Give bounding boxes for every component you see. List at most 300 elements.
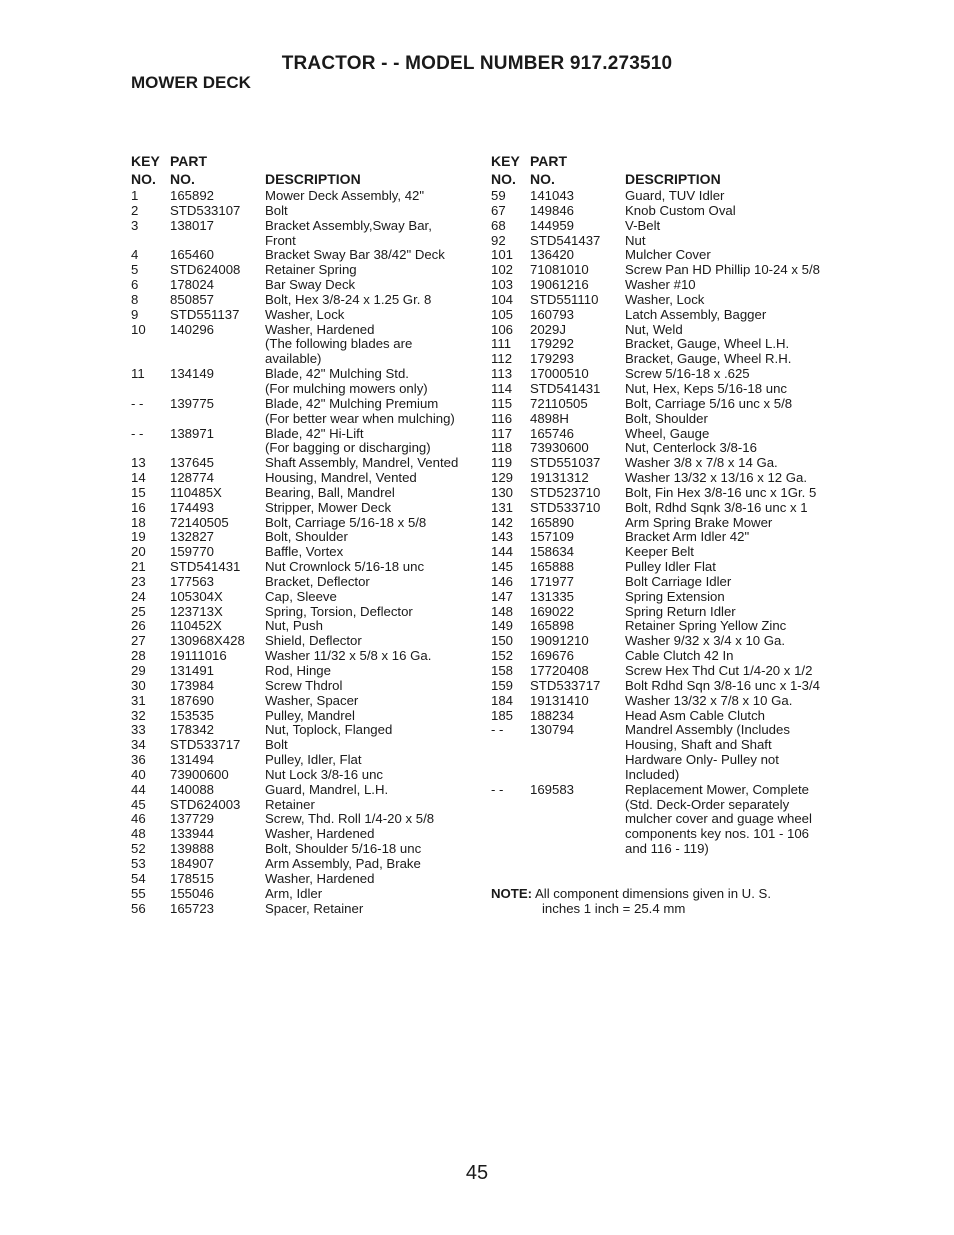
table-row bbox=[491, 234, 851, 249]
table-row bbox=[131, 308, 481, 323]
key-no: 117 bbox=[491, 425, 513, 441]
key-no: 20 bbox=[131, 544, 146, 560]
part-no: 165723 bbox=[170, 900, 215, 916]
part-no: STD551037 bbox=[530, 455, 601, 471]
part-no: 138017 bbox=[170, 217, 215, 233]
table-row bbox=[131, 798, 481, 813]
table-row bbox=[131, 382, 481, 397]
table-row bbox=[491, 486, 851, 501]
part-no: 2029J bbox=[530, 321, 566, 337]
table-row bbox=[131, 263, 481, 278]
description-header: DESCRIPTION bbox=[265, 171, 361, 187]
key-no: 44 bbox=[131, 781, 146, 797]
description: Mandrel Assembly (Includes bbox=[625, 722, 790, 738]
description: Bolt, Shoulder bbox=[265, 529, 348, 545]
key-no: 46 bbox=[131, 811, 146, 827]
part-no: 141043 bbox=[530, 188, 575, 203]
table-row bbox=[131, 501, 481, 516]
key-no: 53 bbox=[131, 855, 146, 871]
part-no: 187690 bbox=[170, 692, 215, 708]
key-no: 31 bbox=[131, 692, 146, 708]
table-row bbox=[491, 545, 851, 560]
part-no: 133944 bbox=[170, 826, 215, 842]
table-row bbox=[491, 560, 851, 575]
part-no: STD541431 bbox=[530, 380, 601, 396]
description: Bolt, Fin Hex 3/8-16 unc x 1Gr. 5 bbox=[625, 484, 817, 500]
part-no: 137729 bbox=[170, 811, 215, 827]
key-no: 5 bbox=[131, 262, 139, 278]
part-no: 155046 bbox=[170, 885, 215, 901]
key-no: 105 bbox=[491, 306, 514, 322]
key-no: 40 bbox=[131, 766, 146, 782]
description: Cable Clutch 42 In bbox=[625, 648, 734, 664]
description: Washer 13/32 x 7/8 x 10 Ga. bbox=[625, 692, 793, 708]
description: Nut, Toplock, Flanged bbox=[265, 722, 393, 738]
key-no: 158 bbox=[491, 663, 514, 678]
parts-rows bbox=[131, 189, 481, 916]
page-title: TRACTOR - - MODEL NUMBER 917.273510 bbox=[281, 53, 673, 74]
description: Included) bbox=[625, 766, 680, 782]
part-no: 165746 bbox=[530, 425, 575, 441]
table-row bbox=[131, 189, 481, 204]
part-no: 177563 bbox=[170, 573, 215, 589]
key-no: 25 bbox=[131, 603, 146, 619]
part-no: STD551110 bbox=[530, 291, 599, 307]
table-row bbox=[491, 783, 851, 798]
table-row bbox=[131, 545, 481, 560]
key-no: 159 bbox=[491, 677, 514, 693]
key-no: 103 bbox=[491, 277, 514, 293]
key-no: 149 bbox=[491, 618, 514, 634]
description: components key nos. 101 - 106 bbox=[625, 826, 810, 842]
description: Screw Thdrol bbox=[265, 677, 343, 693]
key-no: 130 bbox=[491, 484, 514, 500]
description: Shield, Deflector bbox=[265, 633, 362, 649]
description: Washer, Hardened bbox=[265, 870, 375, 886]
table-row bbox=[491, 441, 851, 456]
part-no: 165890 bbox=[530, 514, 575, 530]
part-no: 73930600 bbox=[530, 440, 589, 456]
table-row bbox=[491, 248, 851, 263]
description: Bolt Carriage Idler bbox=[625, 573, 732, 589]
table-row bbox=[131, 887, 481, 902]
table-row bbox=[491, 367, 851, 382]
part-no: 165892 bbox=[170, 188, 215, 203]
table-row bbox=[131, 649, 481, 664]
key-no: 14 bbox=[131, 470, 146, 486]
key-no: 45 bbox=[131, 796, 146, 812]
key-no: 13 bbox=[131, 455, 146, 471]
table-row bbox=[131, 768, 481, 783]
description: Spring, Torsion, Deflector bbox=[265, 603, 413, 619]
key-no: 152 bbox=[491, 648, 514, 664]
description: (The following blades are bbox=[265, 336, 413, 352]
note-line-2: inches 1 inch = 25.4 mm bbox=[542, 901, 686, 916]
key-no: 30 bbox=[131, 677, 146, 693]
part-no: 110485X bbox=[170, 484, 222, 500]
table-row bbox=[131, 441, 481, 456]
table-row bbox=[131, 516, 481, 531]
part-no: 179292 bbox=[530, 336, 575, 352]
key-no: 118 bbox=[491, 440, 513, 456]
table-row bbox=[131, 248, 481, 263]
description: Washer 9/32 x 3/4 x 10 Ga. bbox=[625, 633, 786, 649]
table-row bbox=[491, 709, 851, 724]
part-no: 123713X bbox=[170, 603, 223, 619]
part-no: 130794 bbox=[530, 722, 575, 738]
key-no: 21 bbox=[131, 559, 146, 575]
key-no: 114 bbox=[491, 380, 513, 396]
part-no: 131335 bbox=[530, 588, 575, 604]
table-row bbox=[491, 768, 851, 783]
key-no: 129 bbox=[491, 470, 514, 486]
table-row bbox=[491, 308, 851, 323]
part-no: 73900600 bbox=[170, 766, 229, 782]
description: Arm, Idler bbox=[265, 885, 323, 901]
description: Mulcher Cover bbox=[625, 247, 711, 263]
description: Washer 11/32 x 5/8 x 16 Ga. bbox=[265, 648, 432, 664]
part-no: 19091210 bbox=[530, 633, 589, 649]
table-row bbox=[131, 723, 481, 738]
description: Bracket, Gauge, Wheel L.H. bbox=[625, 336, 790, 352]
table-row bbox=[131, 872, 481, 887]
table-row bbox=[491, 679, 851, 694]
table-row bbox=[491, 397, 851, 412]
table-row bbox=[491, 456, 851, 471]
description: Head Asm Cable Clutch bbox=[625, 707, 766, 723]
table-row bbox=[491, 694, 851, 709]
key-no: 19 bbox=[131, 529, 146, 545]
table-row bbox=[131, 352, 481, 367]
key-no: 104 bbox=[491, 291, 514, 307]
part-no: 130968X428 bbox=[170, 633, 245, 649]
key-no: 8 bbox=[131, 291, 139, 307]
description: Front bbox=[265, 232, 296, 248]
description: Bolt bbox=[265, 202, 288, 218]
table-row bbox=[491, 323, 851, 338]
key-no: 148 bbox=[491, 603, 514, 619]
part-no: 17720408 bbox=[530, 663, 589, 678]
part-no: 19131312 bbox=[530, 470, 589, 486]
table-row bbox=[491, 753, 851, 768]
table-row bbox=[131, 738, 481, 753]
description: Bracket Assembly,Sway Bar, bbox=[265, 217, 432, 233]
key-no: 2 bbox=[131, 202, 139, 218]
key-no: 142 bbox=[491, 514, 514, 530]
description: Washer, Hardened bbox=[265, 321, 375, 337]
part-no: 173984 bbox=[170, 677, 215, 693]
part-no: 131491 bbox=[170, 663, 215, 678]
key-no-header: NO. bbox=[131, 171, 156, 187]
table-row bbox=[491, 337, 851, 352]
key-no: 68 bbox=[491, 217, 506, 233]
description: Screw Hex Thd Cut 1/4-20 x 1/2 bbox=[625, 663, 813, 678]
part-no: STD523710 bbox=[530, 484, 601, 500]
table-row bbox=[131, 619, 481, 634]
description: Screw Pan HD Phillip 10-24 x 5/8 bbox=[625, 262, 820, 278]
parts-list-left bbox=[131, 153, 481, 916]
key-no: 27 bbox=[131, 633, 146, 649]
key-no: 4 bbox=[131, 247, 139, 263]
key-no: 116 bbox=[491, 410, 513, 426]
key-no: 52 bbox=[131, 841, 146, 857]
part-no: 188234 bbox=[530, 707, 575, 723]
part-no: 171977 bbox=[530, 573, 575, 589]
table-row bbox=[131, 204, 481, 219]
parts-list-right bbox=[491, 153, 851, 857]
key-no: 146 bbox=[491, 573, 514, 589]
description: Washer 3/8 x 7/8 x 14 Ga. bbox=[625, 455, 778, 471]
key-no: 36 bbox=[131, 752, 146, 768]
part-no: 174493 bbox=[170, 499, 215, 515]
key-no: 131 bbox=[491, 499, 514, 515]
key-no: 23 bbox=[131, 573, 146, 589]
description: Bracket Arm Idler 42" bbox=[625, 529, 750, 545]
description: Cap, Sleeve bbox=[265, 588, 337, 604]
key-no: - - bbox=[131, 395, 144, 411]
table-header bbox=[131, 153, 481, 189]
key-no: - - bbox=[131, 425, 144, 441]
description: Retainer Spring bbox=[265, 262, 357, 278]
key-no: 32 bbox=[131, 707, 146, 723]
table-row bbox=[491, 723, 851, 738]
part-no: 153535 bbox=[170, 707, 215, 723]
table-row bbox=[491, 619, 851, 634]
part-no: 184907 bbox=[170, 855, 215, 871]
table-row bbox=[131, 857, 481, 872]
key-no: 56 bbox=[131, 900, 146, 916]
part-no: 158634 bbox=[530, 544, 575, 560]
key-no: 48 bbox=[131, 826, 146, 842]
part-no: 105304X bbox=[170, 588, 223, 604]
table-row bbox=[491, 278, 851, 293]
key-no: - - bbox=[491, 722, 504, 738]
part-header: PART bbox=[530, 153, 568, 169]
description: Spacer, Retainer bbox=[265, 900, 364, 916]
key-no: 26 bbox=[131, 618, 146, 634]
table-row bbox=[491, 842, 851, 857]
table-row bbox=[131, 753, 481, 768]
key-no: 9 bbox=[131, 306, 139, 322]
key-no: 92 bbox=[491, 232, 506, 248]
part-no: 165460 bbox=[170, 247, 215, 263]
description: Spring Return Idler bbox=[625, 603, 736, 619]
table-row bbox=[491, 352, 851, 367]
key-no: 10 bbox=[131, 321, 146, 337]
part-no: 169022 bbox=[530, 603, 575, 619]
part-no-header: NO. bbox=[170, 171, 195, 187]
part-no: STD533717 bbox=[530, 677, 601, 693]
description: Nut Crownlock 5/16-18 unc bbox=[265, 559, 425, 575]
description: Nut, Hex, Keps 5/16-18 unc bbox=[625, 380, 788, 396]
table-row bbox=[131, 783, 481, 798]
table-row bbox=[491, 501, 851, 516]
part-no: STD624003 bbox=[170, 796, 241, 812]
description: Bolt, Shoulder bbox=[625, 410, 708, 426]
part-header: PART bbox=[170, 153, 208, 169]
part-no: 136420 bbox=[530, 247, 575, 263]
part-no: 139775 bbox=[170, 395, 215, 411]
table-row bbox=[131, 219, 481, 234]
key-no: 6 bbox=[131, 277, 139, 293]
part-no: STD551137 bbox=[170, 306, 240, 322]
table-row bbox=[131, 397, 481, 412]
dimension-note bbox=[491, 886, 771, 916]
part-no: 72110505 bbox=[530, 395, 588, 411]
table-row bbox=[131, 605, 481, 620]
key-no: 29 bbox=[131, 663, 146, 678]
table-row bbox=[491, 219, 851, 234]
key-no: 115 bbox=[491, 395, 513, 411]
description: Nut Lock 3/8-16 unc bbox=[265, 766, 384, 782]
description: Nut bbox=[625, 232, 646, 248]
description: Knob Custom Oval bbox=[625, 202, 736, 218]
table-row bbox=[131, 575, 481, 590]
description: Housing, Mandrel, Vented bbox=[265, 470, 417, 486]
key-no: 150 bbox=[491, 633, 514, 649]
part-no: 132827 bbox=[170, 529, 215, 545]
part-no: 138971 bbox=[170, 425, 215, 441]
part-no: STD533717 bbox=[170, 737, 241, 753]
part-no: 134149 bbox=[170, 366, 215, 382]
key-no-header: NO. bbox=[491, 171, 516, 187]
description: Blade, 42" Mulching Premium bbox=[265, 395, 439, 411]
description: Bolt bbox=[265, 737, 288, 753]
description: Retainer Spring Yellow Zinc bbox=[625, 618, 787, 634]
description: Blade, 42" Mulching Std. bbox=[265, 366, 409, 382]
description: Bracket, Gauge, Wheel R.H. bbox=[625, 351, 792, 367]
table-row bbox=[131, 694, 481, 709]
table-row bbox=[491, 575, 851, 590]
table-row bbox=[131, 679, 481, 694]
table-row bbox=[131, 842, 481, 857]
key-no: 18 bbox=[131, 514, 146, 530]
description: Bar Sway Deck bbox=[265, 277, 356, 293]
table-row bbox=[491, 427, 851, 442]
part-no: 159770 bbox=[170, 544, 215, 560]
description: Wheel, Gauge bbox=[625, 425, 710, 441]
description: Latch Assembly, Bagger bbox=[625, 306, 767, 322]
description: Guard, Mandrel, L.H. bbox=[265, 781, 389, 797]
key-no: 15 bbox=[131, 484, 146, 500]
part-no: 178342 bbox=[170, 722, 215, 738]
part-no: 19131410 bbox=[530, 692, 589, 708]
description: Bolt Rdhd Sqn 3/8-16 unc x 1-3/4 bbox=[625, 677, 821, 693]
part-no: 160793 bbox=[530, 306, 575, 322]
key-header: KEY bbox=[131, 153, 160, 169]
part-no: 179293 bbox=[530, 351, 575, 367]
description: (For better wear when mulching) bbox=[265, 410, 455, 426]
table-row bbox=[491, 293, 851, 308]
key-no: 143 bbox=[491, 529, 514, 545]
description: Bolt, Carriage 5/16 unc x 5/8 bbox=[625, 395, 793, 411]
table-row bbox=[131, 590, 481, 605]
part-no: STD533107 bbox=[170, 202, 241, 218]
table-row bbox=[131, 293, 481, 308]
table-row bbox=[131, 278, 481, 293]
table-row bbox=[131, 234, 481, 249]
table-row bbox=[131, 323, 481, 338]
table-row bbox=[131, 367, 481, 382]
part-no: STD624008 bbox=[170, 262, 241, 278]
part-no: STD541431 bbox=[170, 559, 241, 575]
key-no: 34 bbox=[131, 737, 146, 753]
part-no: 178515 bbox=[170, 870, 215, 886]
key-no: 33 bbox=[131, 722, 146, 738]
table-row bbox=[131, 827, 481, 842]
table-row bbox=[491, 530, 851, 545]
part-no: 131494 bbox=[170, 752, 215, 768]
table-row bbox=[131, 902, 481, 917]
key-no: - - bbox=[491, 781, 504, 797]
key-no: 55 bbox=[131, 885, 146, 901]
description: (For bagging or discharging) bbox=[265, 440, 431, 456]
description: Spring Extension bbox=[625, 588, 725, 604]
part-no: 149846 bbox=[530, 202, 575, 218]
description: Blade, 42" Hi-Lift bbox=[265, 425, 364, 441]
key-no: 106 bbox=[491, 321, 514, 337]
table-row bbox=[491, 516, 851, 531]
key-no: 11 bbox=[131, 366, 145, 382]
table-row bbox=[131, 709, 481, 724]
table-row bbox=[131, 456, 481, 471]
description: Shaft Assembly, Mandrel, Vented bbox=[265, 455, 459, 471]
note-line-1: All component dimensions given in U. S. bbox=[534, 886, 771, 901]
key-no: 1 bbox=[131, 188, 139, 203]
key-header: KEY bbox=[491, 153, 520, 169]
description: Nut, Weld bbox=[625, 321, 683, 337]
description: Arm Spring Brake Mower bbox=[625, 514, 773, 530]
part-no: 139888 bbox=[170, 841, 215, 857]
key-no: 102 bbox=[491, 262, 514, 278]
description: mulcher cover and guage wheel bbox=[625, 811, 812, 827]
key-no: 112 bbox=[491, 351, 513, 367]
note-label: NOTE: bbox=[491, 886, 533, 901]
key-no: 147 bbox=[491, 588, 514, 604]
part-no: 140296 bbox=[170, 321, 215, 337]
part-no: 17000510 bbox=[530, 366, 589, 382]
description: and 116 - 119) bbox=[625, 841, 709, 857]
table-row bbox=[491, 827, 851, 842]
description: (For mulching mowers only) bbox=[265, 380, 428, 396]
table-row bbox=[491, 412, 851, 427]
key-no: 111 bbox=[491, 336, 512, 352]
part-no: 19061216 bbox=[530, 277, 589, 293]
key-no: 54 bbox=[131, 870, 146, 886]
description: Washer, Spacer bbox=[265, 692, 359, 708]
table-row bbox=[491, 189, 851, 204]
description: Nut, Centerlock 3/8-16 bbox=[625, 440, 757, 456]
description: Bearing, Ball, Mandrel bbox=[265, 484, 395, 500]
section-heading: MOWER DECK bbox=[131, 73, 251, 92]
description: Pulley, Mandrel bbox=[265, 707, 355, 723]
table-row bbox=[491, 605, 851, 620]
part-no: 19111016 bbox=[170, 648, 227, 664]
description: Retainer bbox=[265, 796, 315, 812]
part-no: 110452X bbox=[170, 618, 222, 634]
description: Washer, Lock bbox=[265, 306, 345, 322]
key-no: 28 bbox=[131, 648, 146, 664]
key-no: 113 bbox=[491, 366, 513, 382]
description: Bracket, Deflector bbox=[265, 573, 370, 589]
description: Pulley, Idler, Flat bbox=[265, 752, 362, 768]
table-row bbox=[491, 263, 851, 278]
description: Washer #10 bbox=[625, 277, 696, 293]
key-no: 101 bbox=[491, 247, 514, 263]
part-no-header: NO. bbox=[530, 171, 555, 187]
description: available) bbox=[265, 351, 322, 367]
part-no: 169676 bbox=[530, 648, 575, 664]
